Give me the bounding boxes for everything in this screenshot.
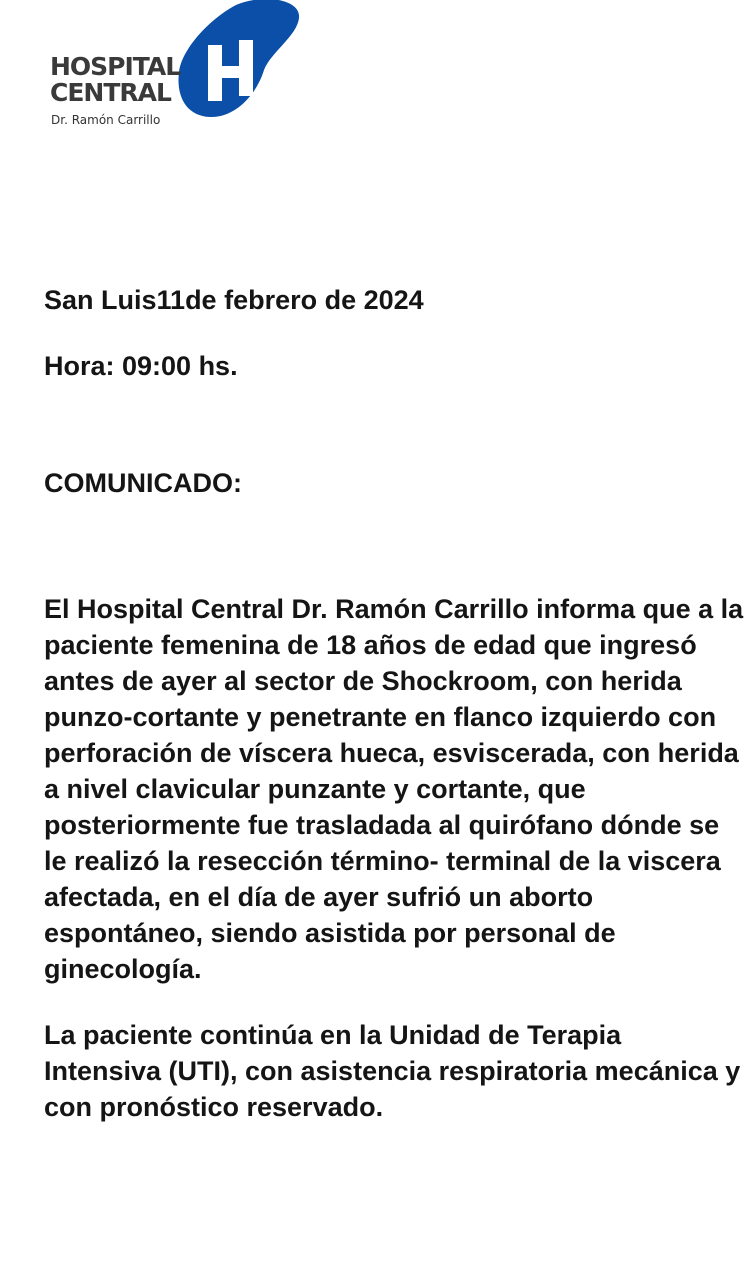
logo-subtitle: Dr. Ramón Carrillo xyxy=(51,113,161,127)
document-heading: COMUNICADO: xyxy=(44,468,242,498)
body-paragraph-2: La paciente continúa en la Unidad de Terapia Intensiva (UTI), con asistencia respiratoria mecánica y con pronóstico reservado. xyxy=(44,1020,741,1122)
logo-text-hospital: HOSPITAL xyxy=(50,52,181,81)
hospital-logo xyxy=(48,0,308,135)
date-line: San Luis11de febrero de 2024 xyxy=(44,285,424,315)
communique-document xyxy=(44,282,744,1125)
logo-text-central: CENTRAL xyxy=(50,78,171,107)
body-paragraph-1: El Hospital Central Dr. Ramón Carrillo informa que a la paciente femenina de 18 años de edad que ingresó antes de ayer al sector de Shockroom, con herida punzo-cortante y penetrante en flanco izquierdo con perforación de víscera hueca, esviscerada, con herida a nivel clavicular punzante y cortante, que posteriormente fue trasladada al quirófano dónde se le realizó la resección término- terminal de la viscera afectada, en el día de ayer sufrió un aborto espontáneo, siendo asistida por personal de ginecología. xyxy=(44,594,744,984)
hospital-h-icon xyxy=(176,0,301,120)
time-line: Hora: 09:00 hs. xyxy=(44,351,238,381)
